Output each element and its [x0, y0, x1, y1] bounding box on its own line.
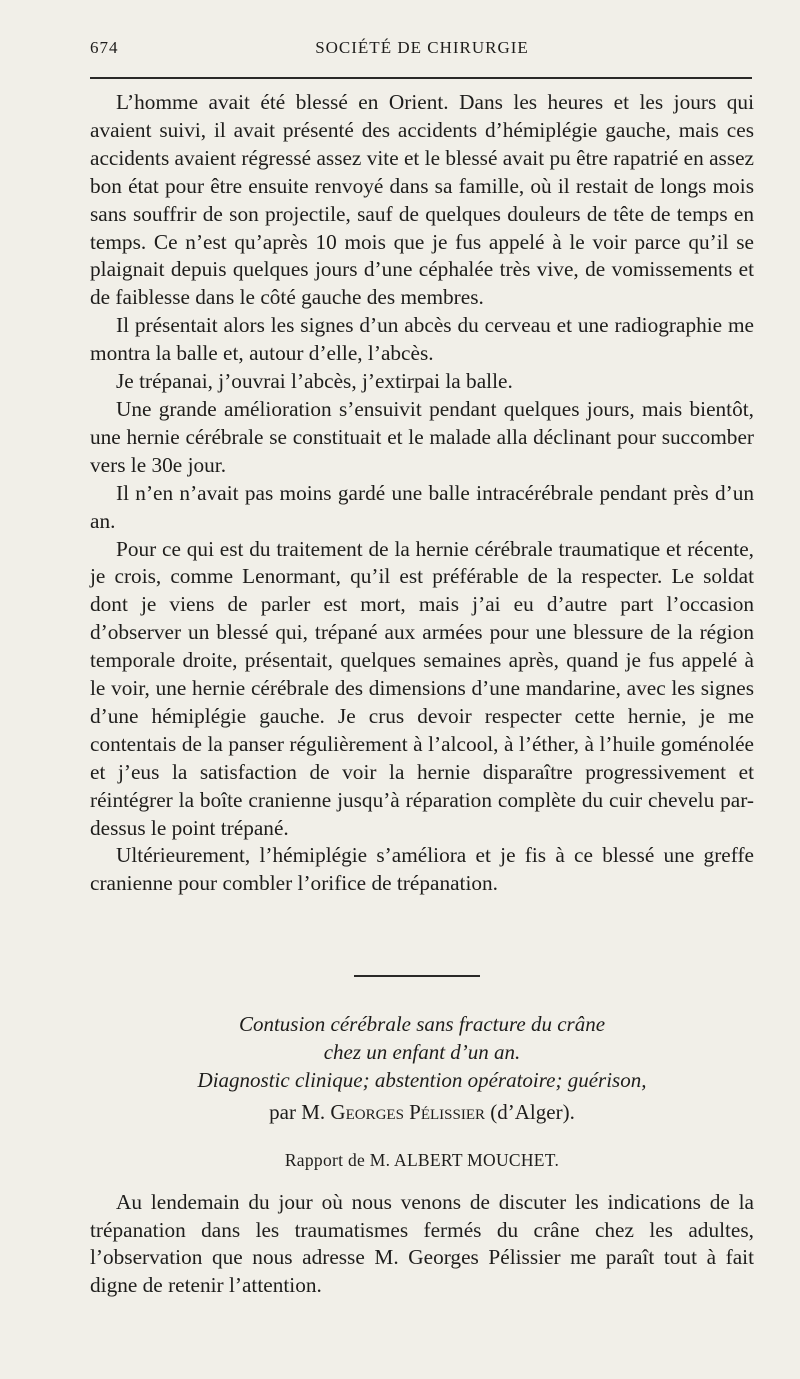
author-prefix: par M.	[269, 1100, 326, 1124]
author-name: Georges Pélissier	[330, 1100, 486, 1124]
page-number: 674	[90, 38, 119, 57]
author-place: (d’Alger).	[490, 1100, 575, 1124]
header-rule	[90, 77, 752, 79]
paragraph: Une grande amélioration s’ensuivit pendant quelques jours, mais bientôt, une hernie cérébrale se constituait et le malade alla déclinant pour succomber vers le 30e jour.	[90, 396, 754, 477]
article-author	[90, 1098, 754, 1126]
paragraph: Au lendemain du jour où nous venons de discuter les indications de la trépanation dans les traumatismes fermés du crâne chez les adultes, l’observation que nous adresse M. Georges Pélissier me paraît tout à fait digne de retenir l’attention.	[90, 1190, 754, 1297]
page-header	[90, 38, 754, 64]
paragraph: Je trépanai, j’ouvrai l’abcès, j’extirpai la balle.	[116, 369, 513, 394]
article-title-line: Contusion cérébrale sans fracture du crâne	[238, 1012, 606, 1036]
paragraph: Pour ce qui est du traitement de la hernie cérébrale traumatique et récente, je crois, comme Lenormant, qu’il est préférable de la respecter. Le soldat dont je viens de parler est mort, mais j’ai eu d’autre part l’occasion d’observer un blessé qui, trépané aux armées pour une blessure de la région temporale droite, présentait, quelques semaines après, quand je fus appelé à le voir, une hernie cérébrale des dimensions d’une mandarine, avec les signes d’une hémiplégie gauche. Je crus devoir respecter cette hernie, je me contentais de la panser régulièrement à l’alcool, à l’éther, à l’huile goménolée et j’eus la satisfaction de voir la hernie disparaître progressivement et réintégrer la boîte cranienne jusqu’à réparation complète du cuir chevelu par-dessus le point trépané.	[90, 536, 754, 840]
article-title	[90, 1010, 754, 1094]
paragraph: L’homme avait été blessé en Orient. Dans les heures et les jours qui avaient suivi, il avait présenté des accidents d’hémiplégie gauche, mais ces accidents avaient régressé assez vite et le blessé avait pu être rapatrié en assez bon état pour être ensuite renvoyé dans sa famille, où il restait de longs mois sans souffrir de son projectile, sauf de quelques douleurs de tête de temps en temps. Ce n’est qu’après 10 mois que je fus appelé à le voir parce qu’il se plaignait depuis quelques jours d’une céphalée très vive, de vomissements et de faiblesse dans le côté gauche des membres.	[90, 90, 755, 310]
section-divider	[354, 975, 480, 977]
running-head: SOCIÉTÉ DE CHIRURGIE	[315, 38, 529, 57]
body-text	[90, 89, 754, 898]
report-line: Rapport de M. ALBERT MOUCHET.	[284, 1150, 560, 1170]
article-title-line: chez un enfant d’un an.	[323, 1040, 521, 1064]
paragraph: Ultérieurement, l’hémiplégie s’améliora et je fis à ce blessé une greffe cranienne pour combler l’orifice de trépanation.	[90, 843, 754, 896]
paragraph: Il n’en n’avait pas moins gardé une balle intracérébrale pendant près d’un an.	[90, 480, 754, 533]
article-title-line: Diagnostic clinique; abstention opératoire; guérison,	[197, 1068, 647, 1092]
paragraph: Il présentait alors les signes d’un abcès du cerveau et une radiographie me montra la balle et, autour d’elle, l’abcès.	[90, 313, 754, 366]
final-text	[90, 1189, 754, 1299]
